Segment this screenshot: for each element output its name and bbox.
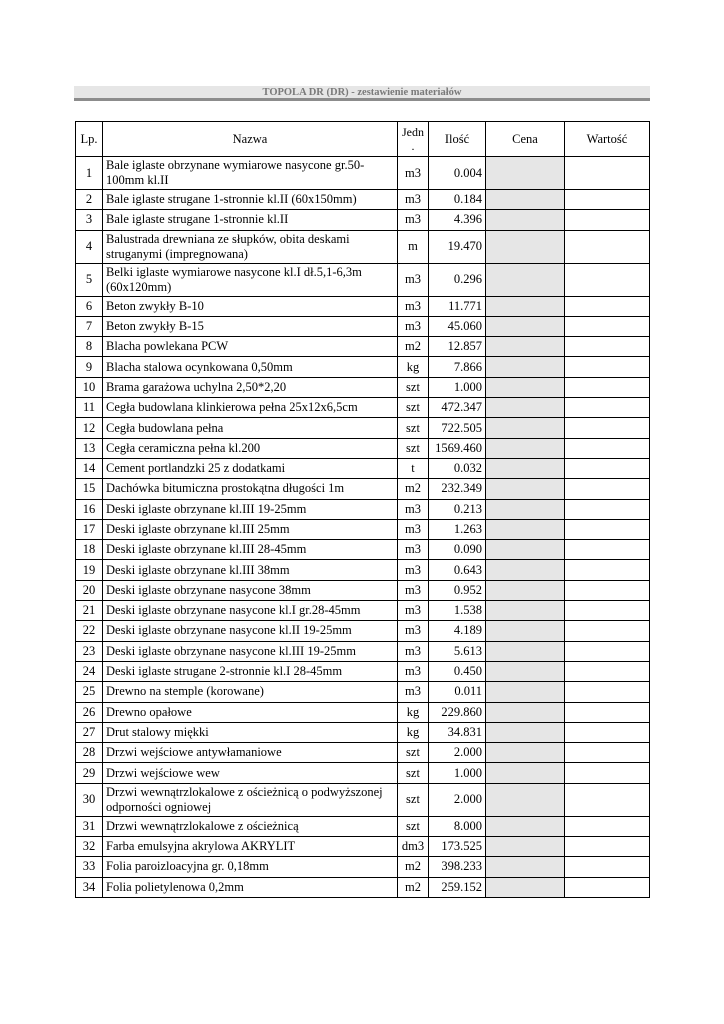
cell-lp: 26 bbox=[76, 702, 103, 722]
cell-nazwa: Folia paroizloacyjna gr. 0,18mm bbox=[103, 857, 398, 877]
cell-jedn: m3 bbox=[398, 661, 429, 681]
cell-nazwa: Deski iglaste obrzynane nasycone kl.III 19-25mm bbox=[103, 641, 398, 661]
table-row bbox=[76, 230, 650, 263]
cell-lp: 29 bbox=[76, 763, 103, 783]
table-row bbox=[76, 296, 650, 316]
cell-lp: 9 bbox=[76, 357, 103, 377]
cell-lp: 19 bbox=[76, 560, 103, 580]
cell-jedn: szt bbox=[398, 377, 429, 397]
cell-jedn: m bbox=[398, 230, 429, 263]
cell-ilosc: 0.213 bbox=[429, 499, 486, 519]
cell-ilosc: 45.060 bbox=[429, 316, 486, 336]
cell-lp: 11 bbox=[76, 398, 103, 418]
cell-cena bbox=[486, 857, 565, 877]
cell-lp: 34 bbox=[76, 877, 103, 897]
table-row bbox=[76, 438, 650, 458]
cell-cena bbox=[486, 337, 565, 357]
table-row bbox=[76, 702, 650, 722]
header-wartosc: Wartość bbox=[565, 122, 650, 157]
table-row bbox=[76, 210, 650, 230]
cell-jedn: m2 bbox=[398, 337, 429, 357]
cell-ilosc: 2.000 bbox=[429, 743, 486, 763]
cell-jedn: m2 bbox=[398, 857, 429, 877]
table-row bbox=[76, 621, 650, 641]
cell-nazwa: Drewno opałowe bbox=[103, 702, 398, 722]
cell-cena bbox=[486, 560, 565, 580]
cell-jedn: m3 bbox=[398, 316, 429, 336]
cell-jedn: kg bbox=[398, 722, 429, 742]
cell-nazwa: Belki iglaste wymiarowe nasycone kl.I dł.5,1-6,3m (60x120mm) bbox=[103, 263, 398, 296]
cell-lp: 7 bbox=[76, 316, 103, 336]
cell-wartosc bbox=[565, 296, 650, 316]
cell-lp: 6 bbox=[76, 296, 103, 316]
table-header-row bbox=[76, 122, 650, 157]
cell-ilosc: 0.952 bbox=[429, 580, 486, 600]
table-row bbox=[76, 316, 650, 336]
cell-nazwa: Deski iglaste obrzynane nasycone 38mm bbox=[103, 580, 398, 600]
cell-nazwa: Bale iglaste strugane 1-stronnie kl.II (60x150mm) bbox=[103, 190, 398, 210]
cell-lp: 32 bbox=[76, 837, 103, 857]
cell-lp: 22 bbox=[76, 621, 103, 641]
cell-ilosc: 1569.460 bbox=[429, 438, 486, 458]
cell-lp: 30 bbox=[76, 783, 103, 816]
cell-cena bbox=[486, 601, 565, 621]
cell-ilosc: 4.189 bbox=[429, 621, 486, 641]
table-row bbox=[76, 499, 650, 519]
cell-nazwa: Cegła budowlana klinkierowa pełna 25x12x6,5cm bbox=[103, 398, 398, 418]
cell-jedn: kg bbox=[398, 702, 429, 722]
cell-nazwa: Drzwi wewnątrzlokalowe z ościeżnicą bbox=[103, 816, 398, 836]
cell-ilosc: 0.032 bbox=[429, 458, 486, 478]
cell-lp: 12 bbox=[76, 418, 103, 438]
cell-ilosc: 0.004 bbox=[429, 157, 486, 190]
cell-lp: 28 bbox=[76, 743, 103, 763]
cell-ilosc: 11.771 bbox=[429, 296, 486, 316]
cell-wartosc bbox=[565, 661, 650, 681]
cell-jedn: m3 bbox=[398, 601, 429, 621]
cell-cena bbox=[486, 357, 565, 377]
table-row bbox=[76, 398, 650, 418]
header-cena: Cena bbox=[486, 122, 565, 157]
cell-wartosc bbox=[565, 519, 650, 539]
cell-cena bbox=[486, 661, 565, 681]
cell-wartosc bbox=[565, 783, 650, 816]
cell-ilosc: 4.396 bbox=[429, 210, 486, 230]
header-lp: Lp. bbox=[76, 122, 103, 157]
cell-jedn: szt bbox=[398, 418, 429, 438]
cell-wartosc bbox=[565, 682, 650, 702]
cell-ilosc: 19.470 bbox=[429, 230, 486, 263]
table-row bbox=[76, 601, 650, 621]
cell-wartosc bbox=[565, 877, 650, 897]
table-row bbox=[76, 458, 650, 478]
cell-wartosc bbox=[565, 743, 650, 763]
cell-cena bbox=[486, 763, 565, 783]
cell-ilosc: 0.011 bbox=[429, 682, 486, 702]
cell-cena bbox=[486, 499, 565, 519]
cell-ilosc: 232.349 bbox=[429, 479, 486, 499]
cell-nazwa: Blacha powlekana PCW bbox=[103, 337, 398, 357]
cell-wartosc bbox=[565, 337, 650, 357]
cell-jedn: m3 bbox=[398, 190, 429, 210]
cell-lp: 4 bbox=[76, 230, 103, 263]
cell-wartosc bbox=[565, 190, 650, 210]
cell-nazwa: Blacha stalowa ocynkowana 0,50mm bbox=[103, 357, 398, 377]
cell-ilosc: 2.000 bbox=[429, 783, 486, 816]
cell-jedn: m2 bbox=[398, 877, 429, 897]
cell-jedn: szt bbox=[398, 783, 429, 816]
cell-lp: 16 bbox=[76, 499, 103, 519]
table-row bbox=[76, 479, 650, 499]
cell-wartosc bbox=[565, 722, 650, 742]
cell-ilosc: 1.000 bbox=[429, 377, 486, 397]
table-row bbox=[76, 357, 650, 377]
cell-jedn: m3 bbox=[398, 580, 429, 600]
cell-lp: 31 bbox=[76, 816, 103, 836]
cell-wartosc bbox=[565, 499, 650, 519]
cell-ilosc: 34.831 bbox=[429, 722, 486, 742]
cell-cena bbox=[486, 877, 565, 897]
cell-cena bbox=[486, 190, 565, 210]
cell-cena bbox=[486, 230, 565, 263]
cell-cena bbox=[486, 519, 565, 539]
table-row bbox=[76, 682, 650, 702]
cell-ilosc: 1.263 bbox=[429, 519, 486, 539]
header-ilosc: Ilość bbox=[429, 122, 486, 157]
cell-nazwa: Bale iglaste obrzynane wymiarowe nasycone gr.50-100mm kl.II bbox=[103, 157, 398, 190]
cell-nazwa: Folia polietylenowa 0,2mm bbox=[103, 877, 398, 897]
cell-wartosc bbox=[565, 210, 650, 230]
cell-ilosc: 7.866 bbox=[429, 357, 486, 377]
cell-jedn: szt bbox=[398, 816, 429, 836]
page-title: TOPOLA DR (DR) - zestawienie materiałów bbox=[74, 86, 650, 101]
cell-ilosc: 0.296 bbox=[429, 263, 486, 296]
cell-nazwa: Brama garażowa uchylna 2,50*2,20 bbox=[103, 377, 398, 397]
cell-ilosc: 259.152 bbox=[429, 877, 486, 897]
cell-ilosc: 5.613 bbox=[429, 641, 486, 661]
cell-cena bbox=[486, 837, 565, 857]
cell-nazwa: Deski iglaste obrzynane kl.III 28-45mm bbox=[103, 540, 398, 560]
cell-wartosc bbox=[565, 157, 650, 190]
cell-lp: 15 bbox=[76, 479, 103, 499]
cell-jedn: m3 bbox=[398, 519, 429, 539]
cell-ilosc: 722.505 bbox=[429, 418, 486, 438]
cell-cena bbox=[486, 580, 565, 600]
table-row bbox=[76, 263, 650, 296]
cell-cena bbox=[486, 479, 565, 499]
cell-jedn: m3 bbox=[398, 540, 429, 560]
cell-ilosc: 0.450 bbox=[429, 661, 486, 681]
cell-wartosc bbox=[565, 816, 650, 836]
cell-lp: 25 bbox=[76, 682, 103, 702]
cell-wartosc bbox=[565, 316, 650, 336]
cell-wartosc bbox=[565, 560, 650, 580]
cell-nazwa: Drzwi wewnątrzlokalowe z ościeżnicą o podwyższonej odporności ogniowej bbox=[103, 783, 398, 816]
cell-wartosc bbox=[565, 357, 650, 377]
cell-ilosc: 0.643 bbox=[429, 560, 486, 580]
cell-jedn: szt bbox=[398, 763, 429, 783]
cell-lp: 18 bbox=[76, 540, 103, 560]
cell-wartosc bbox=[565, 377, 650, 397]
cell-cena bbox=[486, 816, 565, 836]
cell-wartosc bbox=[565, 458, 650, 478]
cell-wartosc bbox=[565, 479, 650, 499]
cell-wartosc bbox=[565, 763, 650, 783]
cell-jedn: m3 bbox=[398, 157, 429, 190]
cell-cena bbox=[486, 682, 565, 702]
table-row bbox=[76, 783, 650, 816]
cell-cena bbox=[486, 263, 565, 296]
table-row bbox=[76, 540, 650, 560]
cell-wartosc bbox=[565, 641, 650, 661]
cell-wartosc bbox=[565, 438, 650, 458]
cell-nazwa: Cegła ceramiczna pełna kl.200 bbox=[103, 438, 398, 458]
cell-jedn: dm3 bbox=[398, 837, 429, 857]
table-row bbox=[76, 722, 650, 742]
cell-nazwa: Dachówka bitumiczna prostokątna długości 1m bbox=[103, 479, 398, 499]
table-row bbox=[76, 580, 650, 600]
cell-nazwa: Bale iglaste strugane 1-stronnie kl.II bbox=[103, 210, 398, 230]
cell-cena bbox=[486, 377, 565, 397]
cell-jedn: m3 bbox=[398, 641, 429, 661]
cell-cena bbox=[486, 621, 565, 641]
cell-nazwa: Drzwi wejściowe wew bbox=[103, 763, 398, 783]
cell-nazwa: Deski iglaste strugane 2-stronnie kl.I 28-45mm bbox=[103, 661, 398, 681]
cell-wartosc bbox=[565, 601, 650, 621]
cell-nazwa: Farba emulsyjna akrylowa AKRYLIT bbox=[103, 837, 398, 857]
cell-jedn: szt bbox=[398, 438, 429, 458]
cell-ilosc: 229.860 bbox=[429, 702, 486, 722]
cell-jedn: kg bbox=[398, 357, 429, 377]
cell-lp: 17 bbox=[76, 519, 103, 539]
cell-lp: 3 bbox=[76, 210, 103, 230]
cell-nazwa: Beton zwykły B-15 bbox=[103, 316, 398, 336]
cell-cena bbox=[486, 743, 565, 763]
cell-ilosc: 398.233 bbox=[429, 857, 486, 877]
cell-nazwa: Deski iglaste obrzynane kl.III 38mm bbox=[103, 560, 398, 580]
table-row bbox=[76, 377, 650, 397]
cell-cena bbox=[486, 296, 565, 316]
table-row bbox=[76, 418, 650, 438]
table-row bbox=[76, 816, 650, 836]
table-row bbox=[76, 743, 650, 763]
cell-lp: 13 bbox=[76, 438, 103, 458]
table-row bbox=[76, 661, 650, 681]
cell-jedn: m3 bbox=[398, 296, 429, 316]
cell-lp: 5 bbox=[76, 263, 103, 296]
cell-cena bbox=[486, 316, 565, 336]
cell-jedn: m2 bbox=[398, 479, 429, 499]
header-nazwa: Nazwa bbox=[103, 122, 398, 157]
table-row bbox=[76, 190, 650, 210]
cell-nazwa: Drewno na stemple (korowane) bbox=[103, 682, 398, 702]
cell-nazwa: Deski iglaste obrzynane nasycone kl.I gr.28-45mm bbox=[103, 601, 398, 621]
cell-nazwa: Deski iglaste obrzynane nasycone kl.II 19-25mm bbox=[103, 621, 398, 641]
cell-cena bbox=[486, 398, 565, 418]
table-row bbox=[76, 157, 650, 190]
table-row bbox=[76, 641, 650, 661]
cell-ilosc: 0.184 bbox=[429, 190, 486, 210]
cell-cena bbox=[486, 210, 565, 230]
cell-nazwa: Deski iglaste obrzynane kl.III 19-25mm bbox=[103, 499, 398, 519]
cell-ilosc: 8.000 bbox=[429, 816, 486, 836]
cell-jedn: m3 bbox=[398, 263, 429, 296]
cell-cena bbox=[486, 783, 565, 816]
cell-lp: 27 bbox=[76, 722, 103, 742]
cell-lp: 21 bbox=[76, 601, 103, 621]
materials-table bbox=[75, 121, 650, 898]
cell-jedn: szt bbox=[398, 743, 429, 763]
cell-cena bbox=[486, 418, 565, 438]
header-jedn: Jedn . bbox=[398, 122, 429, 157]
cell-ilosc: 1.538 bbox=[429, 601, 486, 621]
cell-lp: 20 bbox=[76, 580, 103, 600]
cell-lp: 8 bbox=[76, 337, 103, 357]
cell-cena bbox=[486, 157, 565, 190]
cell-jedn: m3 bbox=[398, 560, 429, 580]
cell-ilosc: 472.347 bbox=[429, 398, 486, 418]
cell-cena bbox=[486, 641, 565, 661]
cell-cena bbox=[486, 438, 565, 458]
cell-nazwa: Deski iglaste obrzynane kl.III 25mm bbox=[103, 519, 398, 539]
cell-ilosc: 1.000 bbox=[429, 763, 486, 783]
cell-jedn: szt bbox=[398, 398, 429, 418]
cell-cena bbox=[486, 702, 565, 722]
cell-lp: 23 bbox=[76, 641, 103, 661]
cell-nazwa: Drut stalowy miękki bbox=[103, 722, 398, 742]
cell-lp: 14 bbox=[76, 458, 103, 478]
cell-wartosc bbox=[565, 398, 650, 418]
table-row bbox=[76, 337, 650, 357]
cell-nazwa: Drzwi wejściowe antywłamaniowe bbox=[103, 743, 398, 763]
cell-wartosc bbox=[565, 230, 650, 263]
table-row bbox=[76, 837, 650, 857]
cell-wartosc bbox=[565, 837, 650, 857]
cell-wartosc bbox=[565, 540, 650, 560]
cell-wartosc bbox=[565, 702, 650, 722]
cell-nazwa: Cement portlandzki 25 z dodatkami bbox=[103, 458, 398, 478]
cell-wartosc bbox=[565, 580, 650, 600]
cell-cena bbox=[486, 458, 565, 478]
table-row bbox=[76, 519, 650, 539]
cell-nazwa: Beton zwykły B-10 bbox=[103, 296, 398, 316]
table-row bbox=[76, 877, 650, 897]
cell-jedn: m3 bbox=[398, 621, 429, 641]
cell-wartosc bbox=[565, 857, 650, 877]
cell-jedn: m3 bbox=[398, 210, 429, 230]
cell-nazwa: Balustrada drewniana ze słupków, obita deskami struganymi (impregnowana) bbox=[103, 230, 398, 263]
table-row bbox=[76, 857, 650, 877]
cell-ilosc: 0.090 bbox=[429, 540, 486, 560]
cell-wartosc bbox=[565, 263, 650, 296]
cell-jedn: t bbox=[398, 458, 429, 478]
cell-nazwa: Cegła budowlana pełna bbox=[103, 418, 398, 438]
table-row bbox=[76, 560, 650, 580]
cell-ilosc: 173.525 bbox=[429, 837, 486, 857]
cell-lp: 10 bbox=[76, 377, 103, 397]
cell-lp: 2 bbox=[76, 190, 103, 210]
cell-lp: 33 bbox=[76, 857, 103, 877]
cell-wartosc bbox=[565, 621, 650, 641]
cell-lp: 24 bbox=[76, 661, 103, 681]
cell-cena bbox=[486, 722, 565, 742]
cell-lp: 1 bbox=[76, 157, 103, 190]
cell-ilosc: 12.857 bbox=[429, 337, 486, 357]
cell-jedn: m3 bbox=[398, 499, 429, 519]
cell-wartosc bbox=[565, 418, 650, 438]
cell-jedn: m3 bbox=[398, 682, 429, 702]
cell-cena bbox=[486, 540, 565, 560]
table-row bbox=[76, 763, 650, 783]
